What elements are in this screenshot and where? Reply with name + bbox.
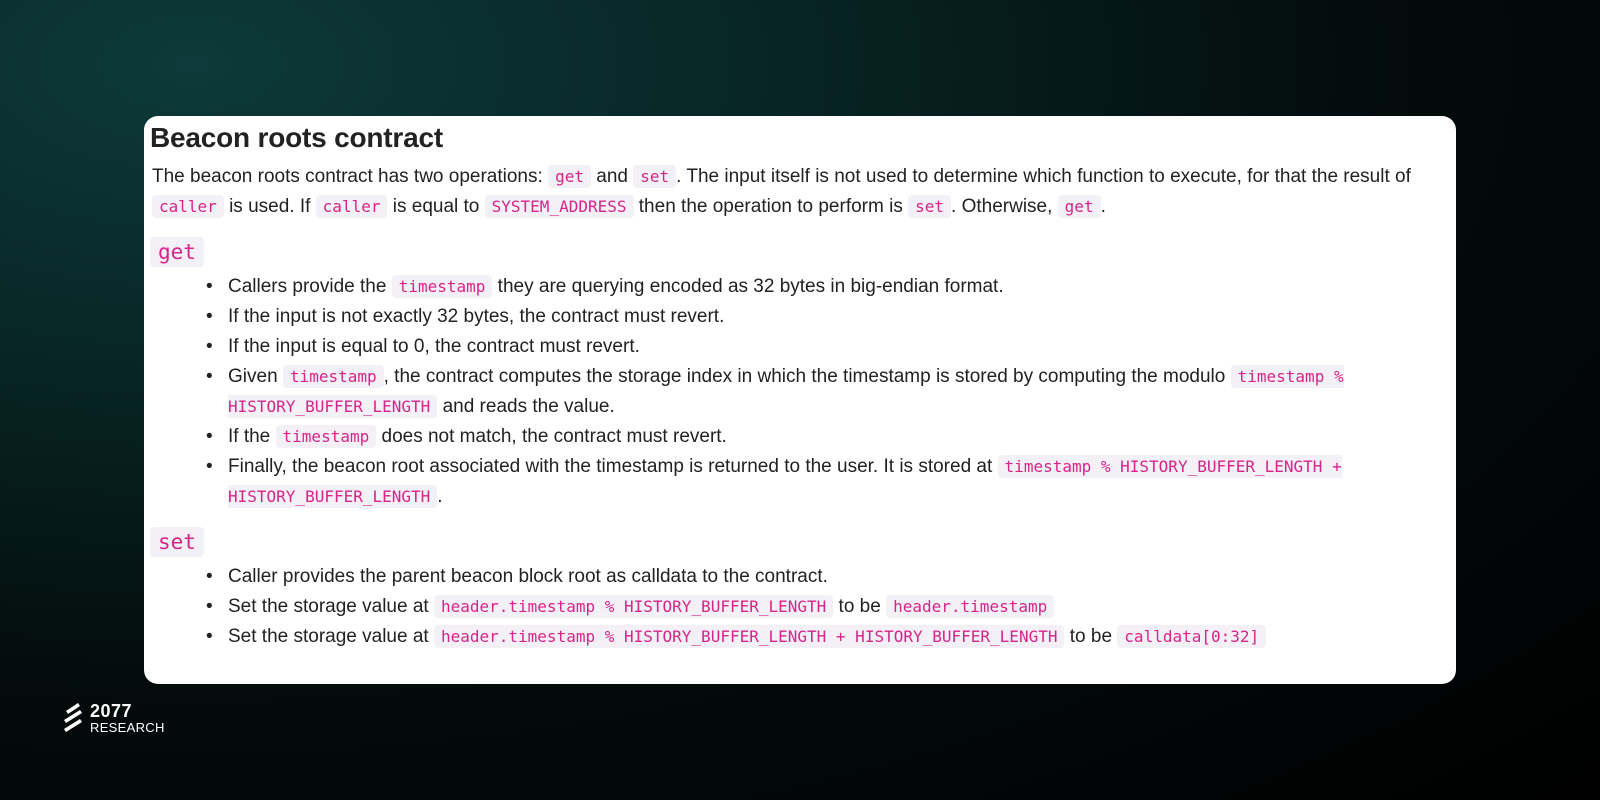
code-storage-index: header.timestamp % HISTORY_BUFFER_LENGTH + HISTORY_BUFFER_LENGTH	[434, 625, 1065, 648]
item-text: Caller provides the parent beacon block root as calldata to the contract.	[228, 566, 828, 587]
intro-text: then the operation to perform is	[633, 196, 909, 217]
get-heading	[150, 240, 204, 264]
list-item	[228, 622, 1440, 652]
code-timestamp: timestamp	[392, 275, 493, 298]
intro-text: .	[1100, 196, 1106, 217]
intro-text: . Otherwise,	[951, 196, 1058, 217]
code-caller: caller	[152, 195, 224, 218]
logo-subtitle: RESEARCH	[90, 720, 165, 735]
item-text: Callers provide the	[228, 276, 392, 297]
code-storage-index: header.timestamp % HISTORY_BUFFER_LENGTH	[434, 595, 833, 618]
intro-text: and	[590, 166, 634, 187]
list-item	[228, 332, 1440, 362]
intro-text: . The input itself is not used to determine which function to execute, for that the result of	[676, 166, 1411, 187]
code-get: get	[1058, 195, 1101, 218]
intro-text: The beacon roots contract has two operations:	[152, 166, 549, 187]
stripes-logo-icon	[62, 701, 84, 735]
code-system-address: SYSTEM_ADDRESS	[485, 195, 634, 218]
list-item	[228, 272, 1440, 302]
list-item	[228, 362, 1440, 422]
set-heading-code: set	[150, 527, 204, 557]
code-header-timestamp: header.timestamp	[886, 595, 1054, 618]
item-text: does not match, the contract must revert.	[376, 426, 727, 447]
list-item	[228, 452, 1440, 512]
item-text: Set the storage value at	[228, 626, 434, 647]
intro-text: is equal to	[387, 196, 485, 217]
item-text: and reads the value.	[437, 396, 615, 417]
logo-text	[90, 702, 165, 734]
list-item	[228, 562, 1440, 592]
code-modulo-expression: timestamp % HISTORY_BUFFER_LENGTH	[228, 367, 1344, 416]
set-heading	[150, 530, 204, 554]
code-set: set	[908, 195, 951, 218]
item-text: If the	[228, 426, 276, 447]
code-caller: caller	[316, 195, 388, 218]
item-text: , the contract computes the storage index in which the timestamp is stored by computing the modulo	[383, 366, 1231, 387]
list-item	[228, 302, 1440, 332]
intro-paragraph	[152, 162, 1440, 222]
list-item	[228, 592, 1440, 622]
get-heading-code: get	[150, 237, 204, 267]
logo-number: 2077	[90, 701, 133, 721]
brand-logo	[62, 701, 165, 735]
item-text: they are querying encoded as 32 bytes in big-endian format.	[492, 276, 1004, 297]
code-calldata: calldata[0:32]	[1117, 625, 1266, 648]
item-text: to be	[833, 596, 887, 617]
code-storage-expression: timestamp % HISTORY_BUFFER_LENGTH + HISTORY_BUFFER_LENGTH	[228, 457, 1342, 506]
item-text: .	[437, 486, 443, 507]
code-get: get	[548, 165, 591, 188]
item-text: Finally, the beacon root associated with the timestamp is returned to the user. It is stored at	[228, 456, 998, 477]
intro-text: is used. If	[223, 196, 316, 217]
item-text: to be	[1064, 626, 1118, 647]
set-list	[150, 562, 1440, 652]
get-list	[150, 272, 1440, 512]
list-item	[228, 422, 1440, 452]
page-title: Beacon roots contract	[150, 122, 443, 153]
item-text: Set the storage value at	[228, 596, 434, 617]
code-timestamp: timestamp	[276, 425, 377, 448]
code-set: set	[633, 165, 676, 188]
item-text: If the input is equal to 0, the contract must revert.	[228, 336, 640, 357]
code-timestamp: timestamp	[283, 365, 384, 388]
item-text: If the input is not exactly 32 bytes, the contract must revert.	[228, 306, 725, 327]
item-text: Given	[228, 366, 283, 387]
content-card	[144, 116, 1456, 684]
